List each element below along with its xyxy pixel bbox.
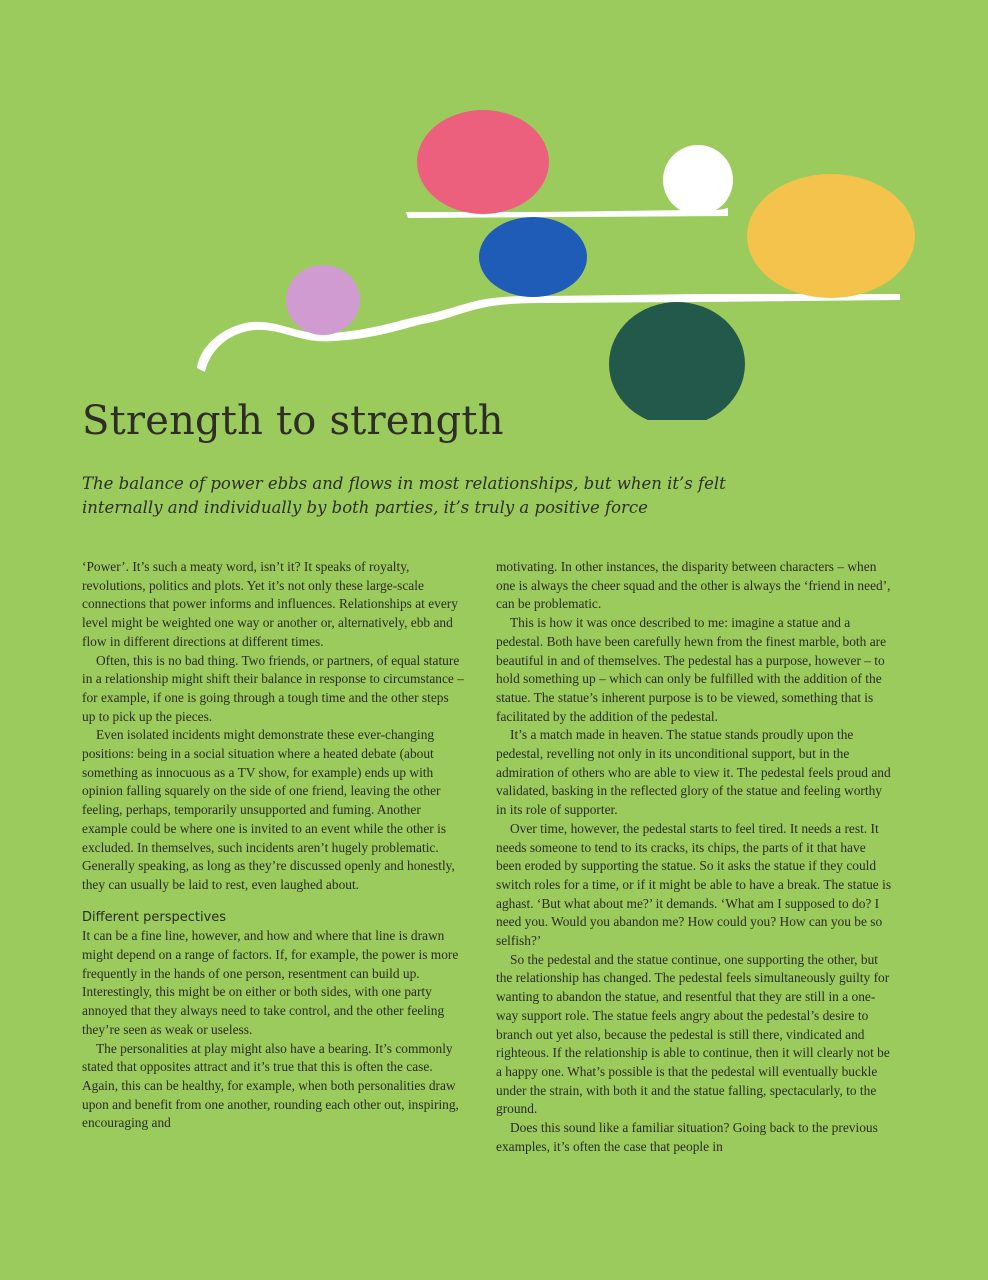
body-paragraph: Often, this is no bad thing. Two friends, or partners, of equal stature in a relationship might shift their balance in response to circumstance – for example, if one is going through a tough time and the other steps up to pick up the pieces. — [82, 652, 464, 724]
right-column — [496, 558, 892, 1157]
body-paragraph: motivating. In other instances, the disparity between characters – when one is always the cheer squad and the other is always the ‘friend in need’, can be problematic. — [496, 559, 891, 612]
green-ball — [609, 302, 745, 420]
white-ball — [663, 145, 733, 215]
body-paragraph: Even isolated incidents might demonstrate these ever-changing positions: being in a social situation where a heated debate (about something as innocuous as a TV show, for example) ends up with opinion falling squarely on the side of one friend, leaving the other feeling, perhaps, temporarily unsupported and fuming. Another example could be where one is invited to an event while the other is excluded. In themselves, such incidents aren’t hugely problematic. Generally speaking, as long as they’re discussed openly and honestly, they can usually be laid to rest, even laughed about. — [82, 727, 455, 892]
left-column — [82, 558, 464, 1133]
body-paragraph: Over time, however, the pedestal starts to feel tired. It needs a rest. It needs someone to tend to its cracks, its chips, the parts of it that have been eroded by supporting the statue. So it asks the statue if they could switch roles for a time, or if it might be able to have a break. The statue is aghast. ‘But what about me?’ it demands. ‘What am I supposed to do? I need you. Would you abandon me? How could you? How can you be so selfish?’ — [496, 820, 892, 949]
body-paragraph: It’s a match made in heaven. The statue stands proudly upon the pedestal, revelling not only in its unconditional support, but in the admiration of others who are able to view it. The pedestal feels proud and validated, basking in the reflected glory of the statue and feeling worthy in its role of supporter. — [496, 727, 891, 818]
blue-ball — [479, 217, 587, 297]
body-paragraph: It can be a fine line, however, and how and where that line is drawn might depend on a range of factors. If, for example, the power is more frequently in the hands of one person, resentment can build up. Interestingly, this might be on either or both sides, with one party annoyed that they always need to take control, and the other feeling they’re seen as weak or useless. — [82, 928, 459, 1037]
yellow-ball — [747, 174, 915, 298]
pink-ball — [417, 110, 549, 214]
body-paragraph: So the pedestal and the statue continue, one supporting the other, but the relationship has changed. The pedestal feels simultaneously guilty for wanting to abandon the statue, and resentful that they are still in a one-way support role. The statue feels angry about the pedestal’s desire to branch out yet also, because the pedestal is still there, vindicated and righteous. If the relationship is able to continue, then it will clearly not be a happy one. What’s possible is that the pedestal will eventually buckle under the strain, with both it and the statue falling, spectacularly, to the ground. — [496, 951, 890, 1117]
article-standfirst: The balance of power ebbs and flows in most relationships, but when it’s felt internally and individually by both parties, it’s truly a positive force — [82, 474, 726, 517]
body-paragraph: The personalities at play might also have a bearing. It’s commonly stated that opposites attract and it’s true that this is often the case. Again, this can be healthy, for example, when both personalities draw upon and benefit from one another, rounding each other out, inspiring, encouraging and — [82, 1040, 459, 1131]
lilac-ball — [286, 265, 360, 335]
body-paragraph: This is how it was once described to me: imagine a statue and a pedestal. Both have been carefully hewn from the finest marble, both are beautiful in and of themselves. The pedestal has a purpose, however – to hold something up – which can only be fulfilled with the addition of the statue. The statue’s inherent purpose is to be viewed, something that is facilitated by the addition of the pedestal. — [496, 615, 887, 724]
balance-illustration — [0, 0, 988, 420]
article-title: Strength to strength — [82, 398, 504, 444]
body-paragraph: ‘Power’. It’s such a meaty word, isn’t it? It speaks of royalty, revolutions, politics and plots. Yet it’s not only these large-scale connections that power informs and influences. Relationships at every level might be weighted one way or another or, alternatively, ebb and flow in different directions at different times. — [82, 559, 458, 649]
section-subheading: Different perspectives — [82, 909, 227, 925]
body-paragraph: Does this sound like a familiar situation? Going back to the previous examples, it’s often the case that people in — [496, 1120, 878, 1154]
